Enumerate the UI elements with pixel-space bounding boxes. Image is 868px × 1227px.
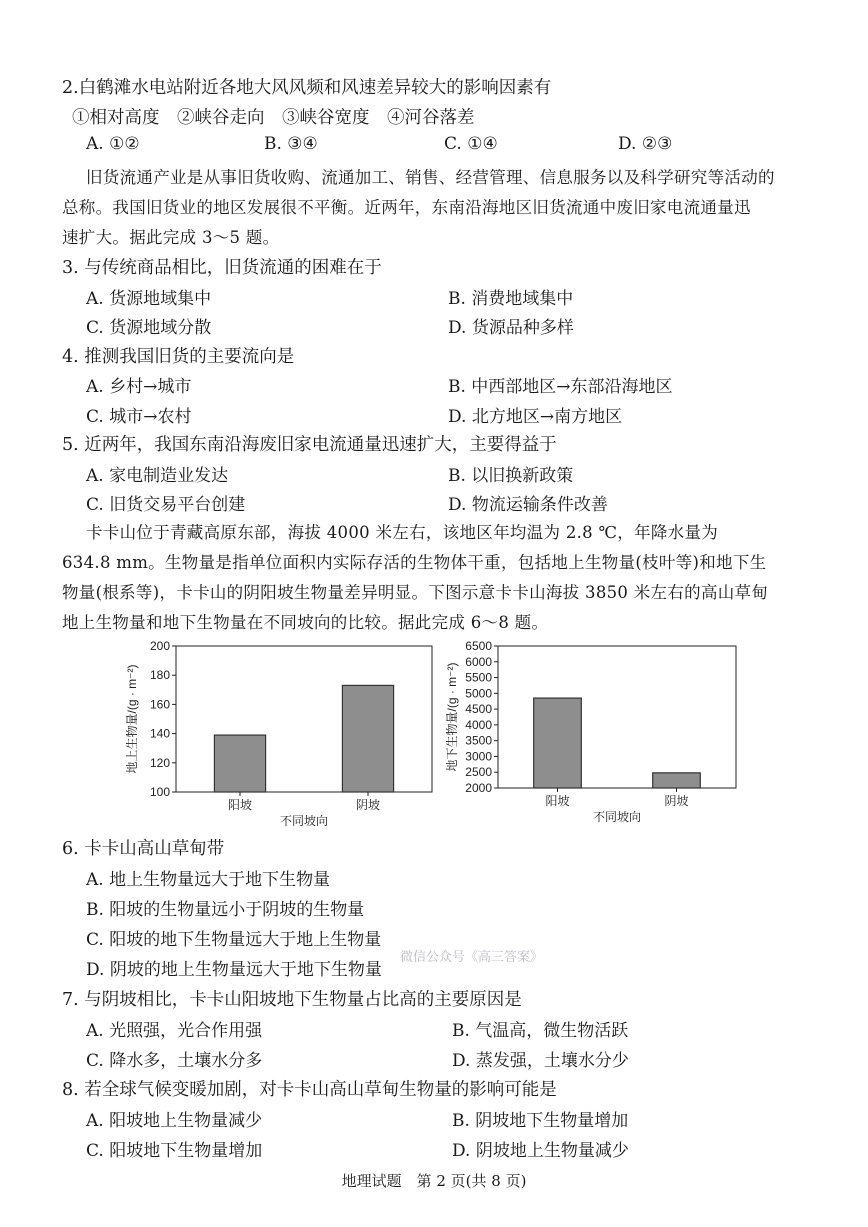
passage1-line3: 速扩大。据此完成 3～5 题。: [62, 228, 280, 247]
q7-option-b: B. 气温高，微生物活跃: [452, 1021, 629, 1041]
passage2-line4: 地上生物量和地下生物量在不同坡向的比较。据此完成 6～8 题。: [62, 613, 549, 632]
bar: [534, 698, 582, 788]
y-tick-label: 2000: [465, 781, 492, 795]
q5-option-b: B. 以旧换新政策: [448, 466, 574, 486]
q6-option-a: A. 地上生物量远大于地下生物量: [86, 870, 331, 890]
q8-stem: 8. 若全球气候变暖加剧，对卡卡山高山草甸生物量的影响可能是: [62, 1080, 557, 1100]
q8-option-d: D. 阴坡地上生物量减少: [452, 1141, 629, 1161]
bar: [342, 685, 393, 792]
q2-option-c: C. ①④: [444, 134, 498, 154]
y-tick-label: 180: [149, 668, 170, 683]
q4-stem: 4. 推测我国旧货的主要流向是: [62, 347, 295, 367]
bar: [214, 735, 265, 792]
page-footer: 地理试题 第 2 页(共 8 页): [341, 1172, 527, 1190]
q4-option-d: D. 北方地区→南方地区: [448, 407, 623, 427]
q6-stem: 6. 卡卡山高山草甸带: [62, 839, 225, 859]
belowground-biomass-svg: [438, 638, 748, 828]
q3-option-d: D. 货源品种多样: [448, 318, 574, 338]
q3-option-a: A. 货源地域集中: [86, 289, 212, 309]
y-tick-label: 5500: [465, 670, 492, 685]
belowground-biomass-chart: [438, 638, 748, 832]
x-axis-label: 不同坡向: [279, 814, 329, 828]
q7-option-d: D. 蒸发强，土壤水分少: [452, 1051, 629, 1071]
q2-option-b: B. ③④: [264, 134, 318, 154]
q5-option-d: D. 物流运输条件改善: [448, 495, 608, 515]
y-tick-label: 6500: [465, 639, 492, 653]
q8-option-a: A. 阳坡地上生物量减少: [86, 1111, 263, 1131]
y-tick-label: 3000: [465, 749, 492, 764]
y-tick-label: 160: [149, 697, 170, 712]
y-tick-label: 6000: [465, 654, 492, 669]
y-tick-label: 3500: [465, 733, 492, 748]
q5-stem: 5. 近两年，我国东南沿海废旧家电流通量迅速扩大，主要得益于: [62, 435, 557, 455]
q7-option-a: A. 光照强，光合作用强: [86, 1021, 263, 1041]
q3-stem: 3. 与传统商品相比，旧货流通的困难在于: [62, 258, 382, 278]
passage2-line1: 卡卡山位于青藏高原东部，海拔 4000 米左右，该地区年均温为 2.8 ℃，年降水量为: [86, 523, 719, 542]
q6-option-c: C. 阳坡的地下生物量远大于地上生物量: [86, 930, 382, 950]
passage1-line2: 总称。我国旧货业的地区发展很不平衡。近两年，东南沿海地区旧货流通中废旧家电流通量迅: [62, 198, 751, 217]
aboveground-biomass-svg: [118, 638, 448, 828]
passage2-line2: 634.8 mm。生物量是指单位面积内实际存活的生物体干重，包括地上生物量(枝叶等)和地下生: [62, 553, 767, 572]
passage2-line3: 物量(根系等)，卡卡山的阴阳坡生物量差异明显。下图示意卡卡山海拔 3850 米左右的高山草甸: [62, 583, 769, 602]
q5-option-a: A. 家电制造业发达: [86, 466, 229, 486]
x-tick-label: 阳坡: [545, 794, 570, 808]
y-axis-label: 地上生物量/(g · m⁻²): [125, 664, 139, 774]
bar: [653, 773, 701, 788]
q7-option-c: C. 降水多，土壤水分多: [86, 1051, 263, 1071]
q5-option-c: C. 旧货交易平台创建: [86, 495, 246, 515]
y-tick-label: 5000: [465, 686, 492, 701]
aboveground-biomass-chart: [118, 638, 448, 832]
watermark: 微信公众号《高三答案》: [400, 950, 544, 965]
y-axis-label: 地下生物量/(g · m⁻²): [445, 662, 459, 772]
x-tick-label: 阴坡: [355, 798, 381, 812]
x-tick-label: 阴坡: [664, 794, 689, 808]
y-tick-label: 2500: [465, 765, 492, 780]
q2-factors: ①相对高度 ②峡谷走向 ③峡谷宽度 ④河谷落差: [72, 108, 475, 128]
q6-option-b: B. 阳坡的生物量远小于阴坡的生物量: [86, 900, 365, 920]
q8-option-c: C. 阳坡地下生物量增加: [86, 1141, 263, 1161]
y-tick-label: 200: [149, 639, 170, 653]
q3-option-c: C. 货源地域分散: [86, 318, 212, 338]
q2-option-d: D. ②③: [618, 134, 673, 154]
y-tick-label: 120: [149, 755, 170, 770]
q4-option-c: C. 城市→农村: [86, 407, 192, 427]
q8-option-b: B. 阴坡地下生物量增加: [452, 1111, 629, 1131]
q3-option-b: B. 消费地域集中: [448, 289, 574, 309]
y-tick-label: 4000: [465, 717, 492, 732]
q4-option-a: A. 乡村→城市: [86, 377, 192, 397]
x-axis-label: 不同坡向: [592, 810, 642, 824]
y-tick-label: 140: [149, 726, 170, 741]
q2-option-a: A. ①②: [86, 134, 140, 154]
y-tick-label: 4500: [465, 702, 492, 717]
q2-stem: 2.白鹤滩水电站附近各地大风风频和风速差异较大的影响因素有: [62, 78, 552, 98]
x-tick-label: 阳坡: [227, 798, 253, 812]
q7-stem: 7. 与阴坡相比，卡卡山阳坡地下生物量占比高的主要原因是: [62, 990, 522, 1010]
y-tick-label: 100: [149, 785, 170, 799]
q4-option-b: B. 中西部地区→东部沿海地区: [448, 377, 673, 397]
q6-option-d: D. 阴坡的地上生物量远大于地下生物量: [86, 960, 382, 980]
passage1-line1: 旧货流通产业是从事旧货收购、流通加工、销售、经营管理、信息服务以及科学研究等活动的: [86, 168, 775, 187]
